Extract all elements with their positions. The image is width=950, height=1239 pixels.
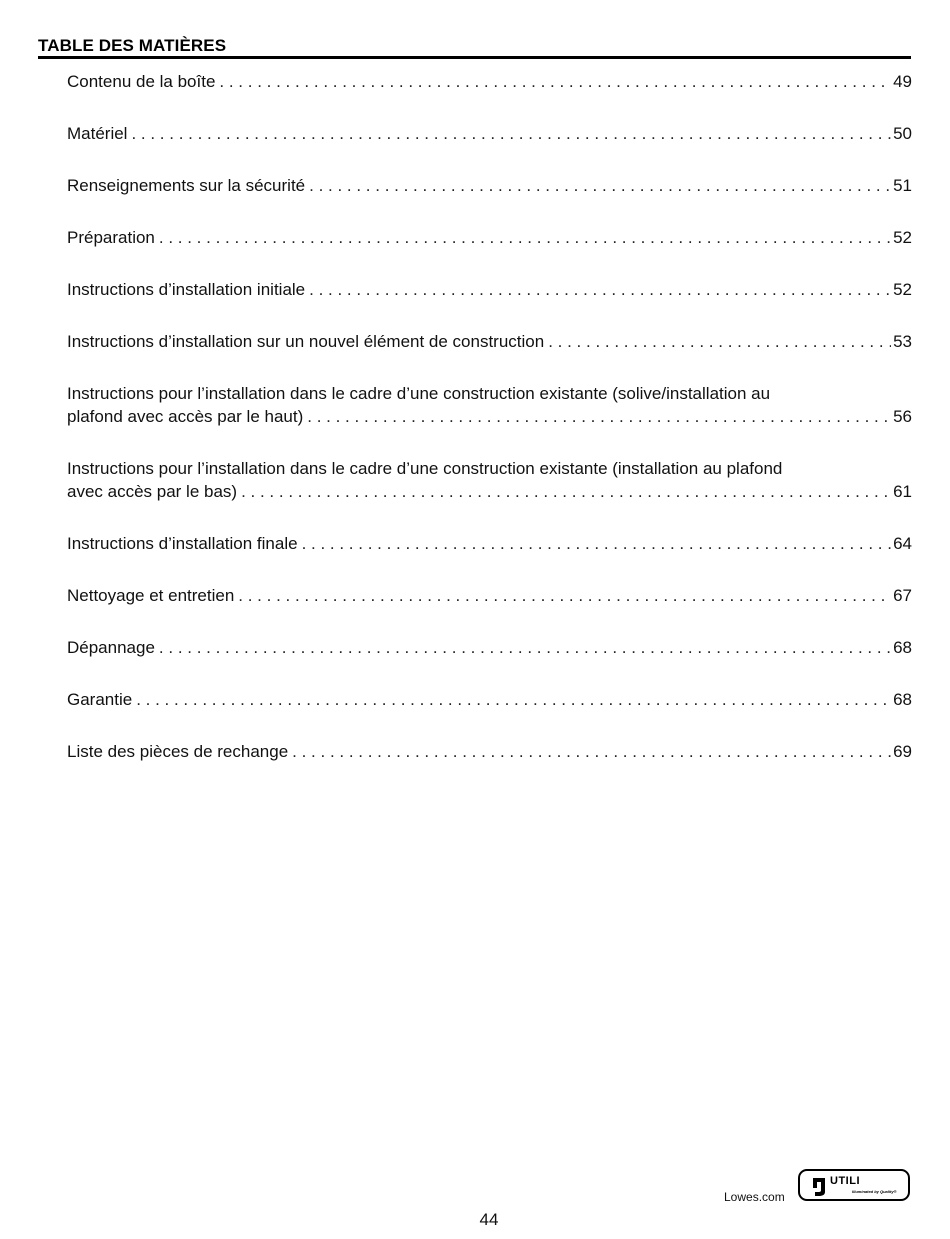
logo-tagline: Illuminated by Quality®	[852, 1189, 897, 1194]
dot-leader	[305, 278, 891, 301]
toc-entry-label: Contenu de la boîte	[67, 72, 216, 91]
toc-entry-page: 61	[893, 482, 912, 501]
toc-entry[interactable]	[67, 740, 912, 763]
toc-entry[interactable]	[67, 688, 912, 711]
toc-entry-page: 50	[893, 124, 912, 143]
toc-entry[interactable]	[67, 226, 912, 249]
toc-entry-label: Renseignements sur la sécurité	[67, 176, 306, 195]
footer-website: Lowes.com	[724, 1190, 785, 1204]
dot-leader	[303, 405, 891, 428]
toc-entry-label: Matériel	[67, 124, 128, 143]
toc-entry-label: Instructions d’installation finale	[67, 534, 298, 553]
toc-entry-page: 69	[893, 742, 912, 761]
toc-entry-page: 49	[893, 72, 912, 91]
toc-entry-label: Dépannage	[67, 638, 155, 657]
dot-leader	[298, 532, 892, 555]
page-number: 44	[479, 1210, 499, 1229]
heading-rule	[38, 56, 911, 59]
toc-entry[interactable]	[67, 636, 912, 659]
toc-entry-label-line1: Instructions pour l’installation dans le cadre d’une construction existante (solive/installation au	[67, 384, 771, 403]
toc-entry-page: 52	[893, 280, 912, 299]
toc-entry-label: Nettoyage et entretien	[67, 586, 235, 605]
toc-entry[interactable]	[67, 584, 912, 607]
dot-leader	[234, 584, 891, 607]
toc-entry[interactable]	[67, 457, 912, 503]
utilitech-logo-mark-icon	[809, 1174, 829, 1196]
toc-entry[interactable]	[67, 174, 912, 197]
toc-entry-label: plafond avec accès par le haut)	[67, 407, 304, 426]
logo-wordmark: UTILI	[830, 1175, 860, 1187]
toc-entry-page: 51	[893, 176, 912, 195]
toc-entry-label: Instructions d’installation sur un nouvel élément de construction	[67, 332, 545, 351]
dot-leader	[237, 480, 891, 503]
toc-entry[interactable]	[67, 70, 912, 93]
table-of-contents	[67, 70, 912, 792]
toc-entry-page: 64	[893, 534, 912, 553]
toc-entry-label: Préparation	[67, 228, 155, 247]
dot-leader	[155, 226, 891, 249]
toc-entry-label: Liste des pièces de rechange	[67, 742, 289, 761]
dot-leader	[544, 330, 891, 353]
toc-entry-label: Garantie	[67, 690, 133, 709]
toc-entry-label: Instructions d’installation initiale	[67, 280, 306, 299]
toc-entry-label: avec accès par le bas)	[67, 482, 238, 501]
dot-leader	[305, 174, 891, 197]
dot-leader	[132, 688, 891, 711]
toc-entry-page: 56	[893, 407, 912, 426]
brand-logo	[798, 1169, 910, 1201]
page-title: TABLE DES MATIÈRES	[38, 36, 227, 55]
dot-leader	[127, 122, 891, 145]
toc-entry-page: 68	[893, 638, 912, 657]
toc-entry-page: 53	[893, 332, 912, 351]
toc-entry[interactable]	[67, 330, 912, 353]
dot-leader	[215, 70, 891, 93]
toc-entry[interactable]	[67, 382, 912, 428]
toc-entry-label-line1: Instructions pour l’installation dans le cadre d’une construction existante (installation au plafond	[67, 459, 783, 478]
toc-entry[interactable]	[67, 532, 912, 555]
toc-entry[interactable]	[67, 122, 912, 145]
toc-entry-page: 52	[893, 228, 912, 247]
toc-entry-page: 67	[893, 586, 912, 605]
toc-entry[interactable]	[67, 278, 912, 301]
dot-leader	[155, 636, 891, 659]
dot-leader	[288, 740, 891, 763]
toc-entry-page: 68	[893, 690, 912, 709]
